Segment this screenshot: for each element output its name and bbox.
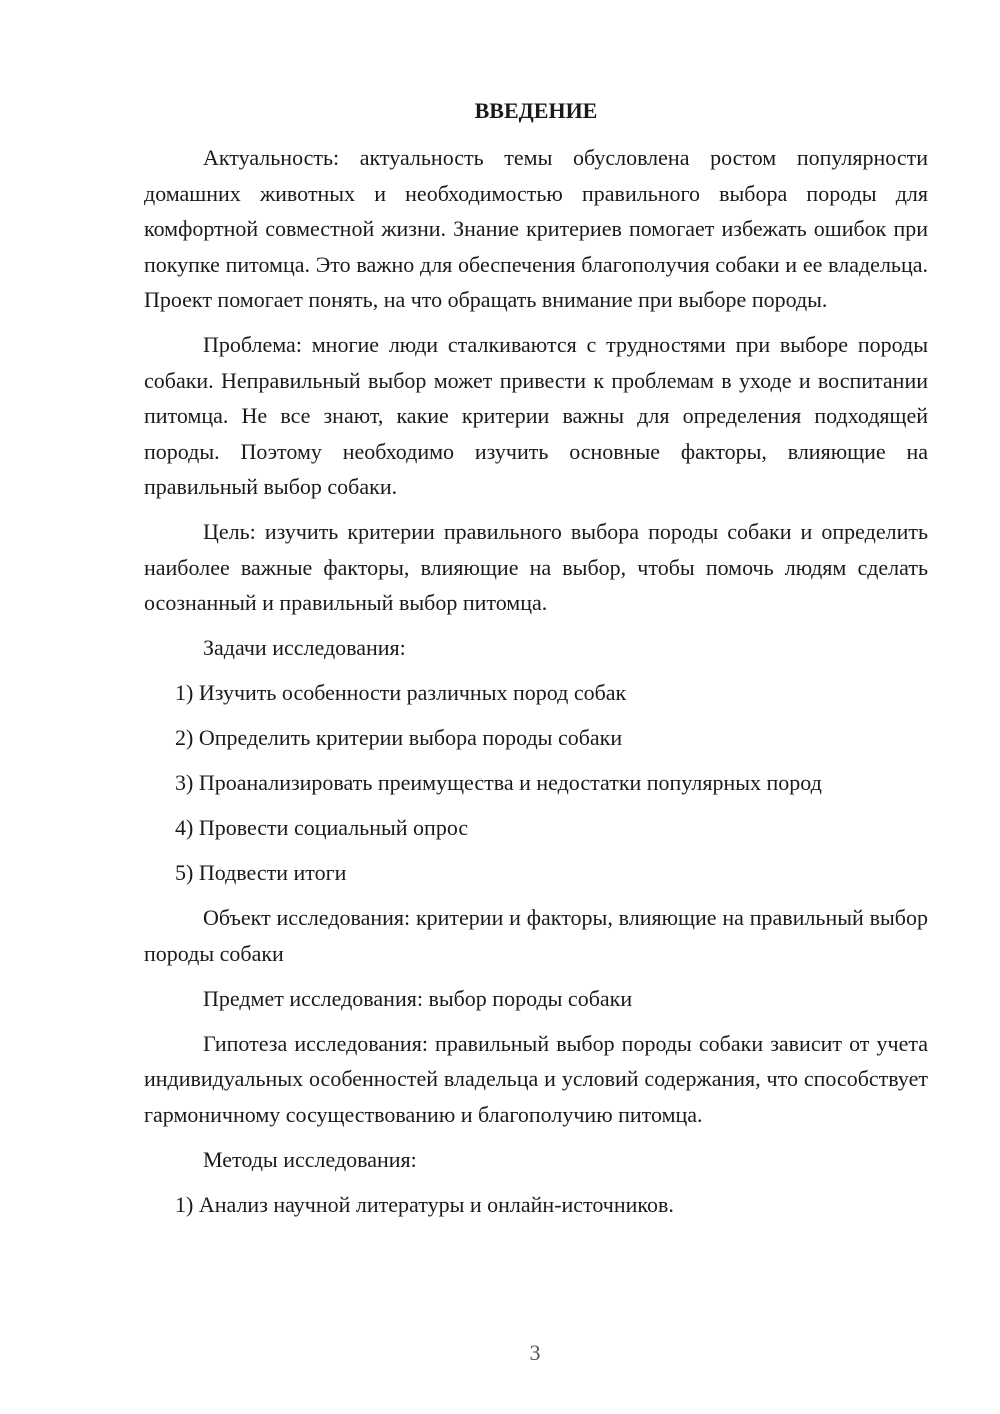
page-number: 3	[529, 1340, 541, 1365]
paragraph-object: Объект исследования: критерии и факторы, влияющие на правильный выбор породы собаки	[144, 905, 928, 966]
paragraph-goal: Цель: изучить критерии правильного выбора породы собаки и определить наиболее важные факторы, влияющие на выбор, чтобы помочь людям сделать осознанный и правильный выбор питомца.	[144, 519, 928, 615]
paragraph-relevance: Актуальность: актуальность темы обусловлена ростом популярности домашних животных и необходимостью правильного выбора породы для комфортной совместной жизни. Знание критериев помогает избежать ошибок при покупке питомца. Это важно для обеспечения благополучия собаки и ее владельца. Проект помогает понять, на что обращать внимание при выборе породы.	[144, 145, 928, 312]
tasks-list	[144, 675, 928, 891]
task-item-3: 3) Проанализировать преимущества и недостатки популярных пород	[175, 770, 822, 795]
method-item-1: 1) Анализ научной литературы и онлайн-источников.	[175, 1191, 674, 1217]
task-item-1: 1) Изучить особенности различных пород собак	[175, 680, 627, 705]
page-content	[144, 93, 928, 1232]
task-item-4: 4) Провести социальный опрос	[175, 815, 469, 840]
methods-list	[144, 1187, 928, 1223]
paragraph-problem: Проблема: многие люди сталкиваются с трудностями при выборе породы собаки. Неправильный выбор может привести к проблемам в уходе и воспитании питомца. Не все знают, какие критерии важны для определения подходящей породы. Поэтому необходимо изучить основные факторы, влияющие на правильный выбор собаки.	[144, 332, 928, 499]
tasks-heading: Задачи исследования:	[203, 635, 406, 660]
task-item-2: 2) Определить критерии выбора породы собаки	[175, 725, 623, 750]
paragraph-subject: Предмет исследования: выбор породы собаки	[203, 985, 633, 1011]
page-title: ВВЕДЕНИЕ	[474, 98, 598, 123]
methods-heading: Методы исследования:	[203, 1146, 417, 1172]
task-item-5: 5) Подвести итоги	[175, 860, 347, 885]
paragraph-hypothesis: Гипотеза исследования: правильный выбор породы собаки зависит от учета индивидуальных особенностей владельца и условий содержания, что способствует гармоничному сосуществованию и благополучию питомца.	[144, 1030, 928, 1127]
